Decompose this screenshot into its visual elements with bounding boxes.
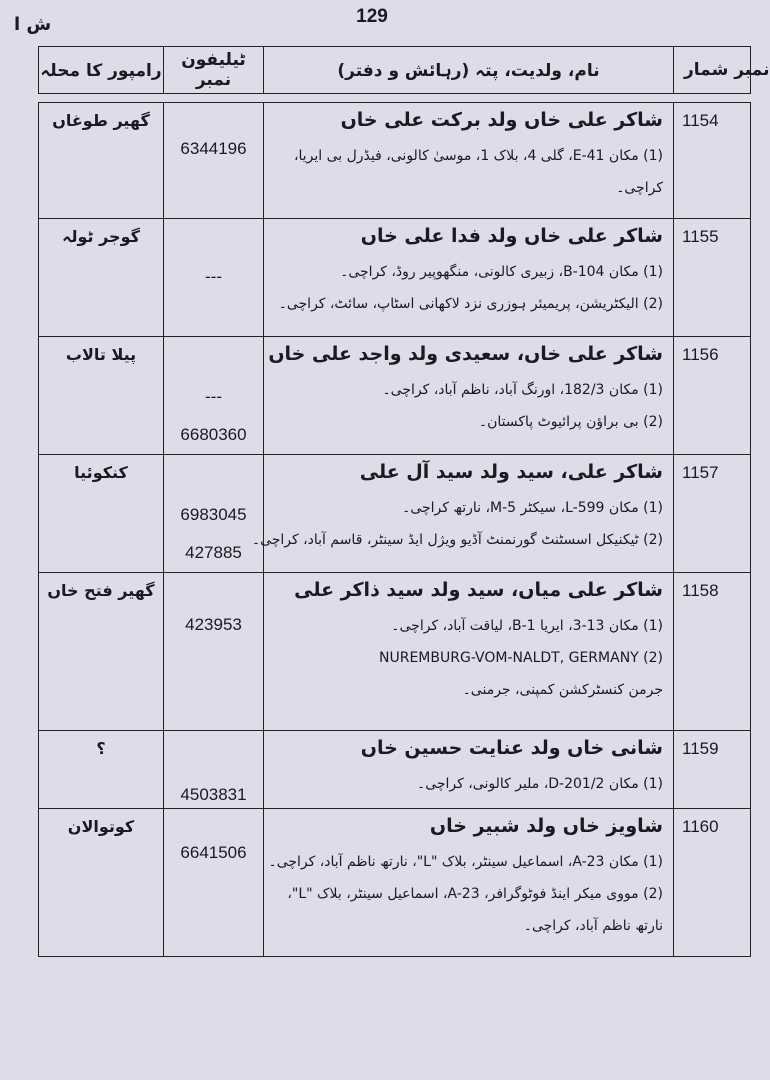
telephone-number: 6680360 [180, 425, 247, 444]
telephone-number: --- [205, 387, 222, 406]
name-address-cell [264, 219, 674, 337]
rampur-area-cell: کوتوالان [39, 809, 164, 957]
address-line: کراچی۔ [616, 180, 663, 196]
telephone-cell [164, 103, 264, 219]
telephone-cell [164, 573, 264, 731]
telephone-number: 4503831 [180, 785, 247, 804]
person-name: شاکر علی خاں، سعیدی ولد واجد علی خاں [268, 343, 663, 365]
address-line: (2) مووی میکر اینڈ فوٹوگرافر، A-23، اسماعیل سینٹر، بلاک "L"، [287, 886, 663, 902]
person-name: شاکر علی خاں ولد برکت علی خاں [340, 109, 663, 131]
table-row [39, 219, 751, 337]
telephone-cell [164, 337, 264, 455]
telephone-cell [164, 455, 264, 573]
header-rampur-area: رامپور کا محلہ [39, 47, 164, 94]
directory-table [38, 102, 751, 957]
address-line: (1) مکان L-599، سیکٹر 5-M، نارتھ کراچی۔ [402, 500, 663, 516]
name-address-cell [264, 809, 674, 957]
table-row [39, 731, 751, 809]
page-number: 129 [356, 6, 388, 27]
name-address-cell [264, 573, 674, 731]
telephone-cell [164, 809, 264, 957]
address-line: (1) مکان A-23، اسماعیل سینٹر، بلاک "L"، نارتھ ناظم آباد، کراچی۔ [268, 854, 663, 870]
person-name: شاویز خاں ولد شبیر خاں [429, 815, 663, 837]
name-address-cell [251, 455, 674, 573]
telephone-number: 6344196 [180, 139, 247, 158]
rampur-area-cell: گھیر فتح خاں [39, 573, 164, 731]
header-serial: نمبر شمار [674, 47, 751, 94]
telephone-number: 6983045 [180, 505, 247, 524]
address-line: (2) ٹیکنیکل اسسٹنٹ گورنمنٹ آڈیو ویژل ایڈ سینٹر، قاسم آباد، کراچی۔ [251, 532, 663, 548]
address-line: (1) مکان B-104، زبیری کالونی، منگھوپیر روڈ، کراچی۔ [340, 264, 663, 280]
serial-number-cell: 1160 [674, 809, 751, 957]
address-line: نارتھ ناظم آباد، کراچی۔ [523, 918, 663, 934]
rampur-area-cell: پیلا تالاب [39, 337, 164, 455]
person-name: شاکر علی میاں، سید ولد سید ذاکر علی [294, 579, 663, 601]
telephone-number: 423953 [185, 615, 242, 634]
rampur-area-cell: گوجر ٹولہ [39, 219, 164, 337]
address-line: (1) مکان D-201/2، ملیر کالونی، کراچی۔ [417, 776, 663, 792]
serial-number-cell: 1157 [674, 455, 751, 573]
column-header-table [38, 46, 770, 94]
serial-number-cell: 1158 [674, 573, 751, 731]
telephone-number: 6641506 [180, 843, 247, 862]
header-telephone: ٹیلیفون نمبر [164, 47, 264, 94]
serial-number-cell: 1159 [674, 731, 751, 809]
telephone-number: --- [205, 267, 222, 286]
table-row [39, 809, 751, 957]
person-name: شاکر علی خاں ولد فدا علی خاں [360, 225, 663, 247]
header-name-address: نام، ولدیت، پتہ (رہائش و دفتر) [264, 47, 674, 94]
rampur-area-cell: ؟ [39, 731, 164, 809]
address-line: (1) مکان E-41، گلی 4، بلاک 1، موسیٰ کالونی، فیڈرل بی ایریا، [293, 148, 663, 164]
person-name: شاکر علی، سید ولد سید آل علی [359, 461, 663, 483]
serial-number-cell: 1156 [674, 337, 751, 455]
address-line: (1) مکان 182/3، اورنگ آباد، ناظم آباد، کراچی۔ [382, 382, 663, 398]
table-row [39, 103, 751, 219]
serial-number-cell: 1154 [674, 103, 751, 219]
corner-mark: ش ا [14, 14, 52, 35]
telephone-number: 427885 [185, 543, 242, 562]
address-line: جرمن کنسٹرکشن کمپنی، جرمنی۔ [462, 682, 663, 698]
telephone-cell [164, 219, 264, 337]
rampur-area-cell: کنکوئیا [39, 455, 164, 573]
telephone-cell [164, 731, 264, 809]
address-line: (1) مکان 13-3، ایریا B-1، لیاقت آباد، کراچی۔ [391, 618, 663, 634]
name-address-cell [264, 103, 674, 219]
table-row [39, 455, 751, 573]
name-address-cell [264, 731, 674, 809]
person-name: شانی خاں ولد عنایت حسین خاں [360, 737, 663, 759]
address-line: NUREMBURG-VOM-NALDT, GERMANY (2) [379, 650, 663, 666]
table-row [39, 337, 751, 455]
address-line: (2) بی براؤن پرائیوٹ پاکستان۔ [478, 414, 663, 430]
rampur-area-cell: گھیر طوغاں [39, 103, 164, 219]
table-row [39, 573, 751, 731]
serial-number-cell: 1155 [674, 219, 751, 337]
address-line: (2) الیکٹریشن، پریمیئر ہوزری نزد لاکھانی اسٹاپ، سائٹ، کراچی۔ [278, 296, 663, 312]
name-address-cell [264, 337, 674, 455]
